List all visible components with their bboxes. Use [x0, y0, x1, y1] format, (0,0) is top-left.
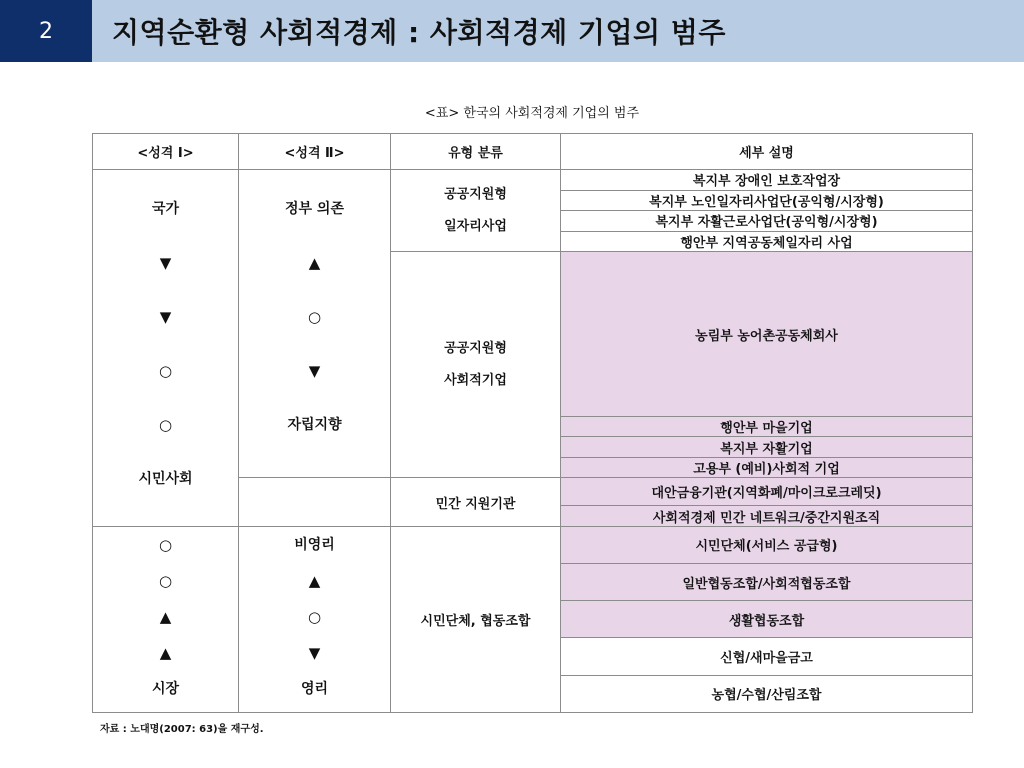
type-public-jobs — [391, 170, 561, 252]
nature-2-label-profit: 영리 — [300, 680, 329, 697]
detail-cell: 고용부 (예비)사회적 기업 — [561, 457, 973, 478]
circle-icon: ○ — [158, 535, 173, 554]
header-detail: 세부 설명 — [561, 134, 973, 170]
detail-cell: 사회적경제 민간 네트워크/중간지원조직 — [561, 506, 973, 527]
detail-cell: 행안부 마을기업 — [561, 416, 973, 437]
detail-cell: 복지부 노인일자리사업단(공익형/시장형) — [561, 190, 973, 211]
table-row — [93, 526, 973, 563]
type-label: 사회적기업 — [444, 372, 507, 388]
table-header-row — [93, 134, 973, 170]
circle-icon: ○ — [307, 607, 322, 626]
detail-cell: 복지부 자활근로사업단(공익형/시장형) — [561, 211, 973, 232]
nature-1-label-market: 시장 — [151, 680, 180, 697]
circle-icon: ○ — [158, 416, 173, 434]
detail-cell: 행안부 지역공동체일자리 사업 — [561, 231, 973, 252]
circle-icon: ○ — [158, 362, 173, 380]
nature-2-label-dependent: 정부 의존 — [285, 201, 344, 217]
nature-1-label-civil-society: 시민사회 — [138, 471, 193, 487]
nature-2-lower — [239, 526, 391, 712]
down-triangle-icon: ▼ — [159, 308, 172, 326]
header-type: 유형 분류 — [391, 134, 561, 170]
down-triangle-icon: ▼ — [308, 643, 321, 662]
detail-cell: 대안금융기관(지역화폐/마이크로크레딧) — [561, 478, 973, 506]
up-triangle-icon: ▲ — [159, 643, 172, 662]
nature-2-label-independent: 자립지향 — [287, 417, 342, 433]
table-row — [93, 170, 973, 191]
detail-cell: 복지부 자활기업 — [561, 437, 973, 458]
detail-cell: 농림부 농어촌공동체회사 — [561, 252, 973, 417]
header-nature-2: <성격 Ⅱ> — [239, 134, 391, 170]
circle-icon: ○ — [158, 571, 173, 590]
type-label: 공공지원형 — [444, 340, 507, 356]
type-label: 공공지원형 — [444, 186, 507, 202]
down-triangle-icon: ▼ — [308, 362, 321, 380]
detail-cell: 농협/수협/산림조합 — [561, 675, 973, 712]
detail-cell: 신협/새마을금고 — [561, 638, 973, 675]
detail-cell: 일반협동조합/사회적협동조합 — [561, 564, 973, 601]
detail-cell: 생활협동조합 — [561, 601, 973, 638]
header-nature-1: <성격 Ⅰ> — [93, 134, 239, 170]
nature-2-label-nonprofit: 비영리 — [294, 536, 335, 553]
type-public-social-enterprise — [391, 252, 561, 478]
nature-1-lower — [93, 526, 239, 712]
down-triangle-icon: ▼ — [159, 254, 172, 272]
table-caption: <표> 한국의 사회적경제 기업의 범주 — [424, 106, 640, 121]
up-triangle-icon: ▲ — [308, 254, 321, 272]
category-table — [92, 133, 973, 713]
header-bar — [0, 0, 1024, 62]
detail-cell: 시민단체(서비스 공급형) — [561, 526, 973, 563]
nature-2-upper — [239, 170, 391, 478]
slide-number: 2 — [0, 0, 92, 62]
detail-cell: 복지부 장애인 보호작업장 — [561, 170, 973, 191]
up-triangle-icon: ▲ — [159, 607, 172, 626]
source-note: 자료 : 노대명(2007: 63)을 재구성. — [100, 724, 264, 735]
type-private-support: 민간 지원기관 — [391, 478, 561, 526]
type-civic-cooperative: 시민단체, 협동조합 — [391, 526, 561, 712]
type-label: 일자리사업 — [444, 218, 507, 234]
nature-2-blank — [239, 478, 391, 526]
nature-1-label-state: 국가 — [151, 201, 180, 217]
up-triangle-icon: ▲ — [308, 571, 321, 590]
slide-title: 지역순환형 사회적경제 : 사회적경제 기업의 범주 — [112, 16, 726, 49]
nature-1-upper — [93, 170, 239, 527]
circle-icon: ○ — [307, 308, 322, 326]
